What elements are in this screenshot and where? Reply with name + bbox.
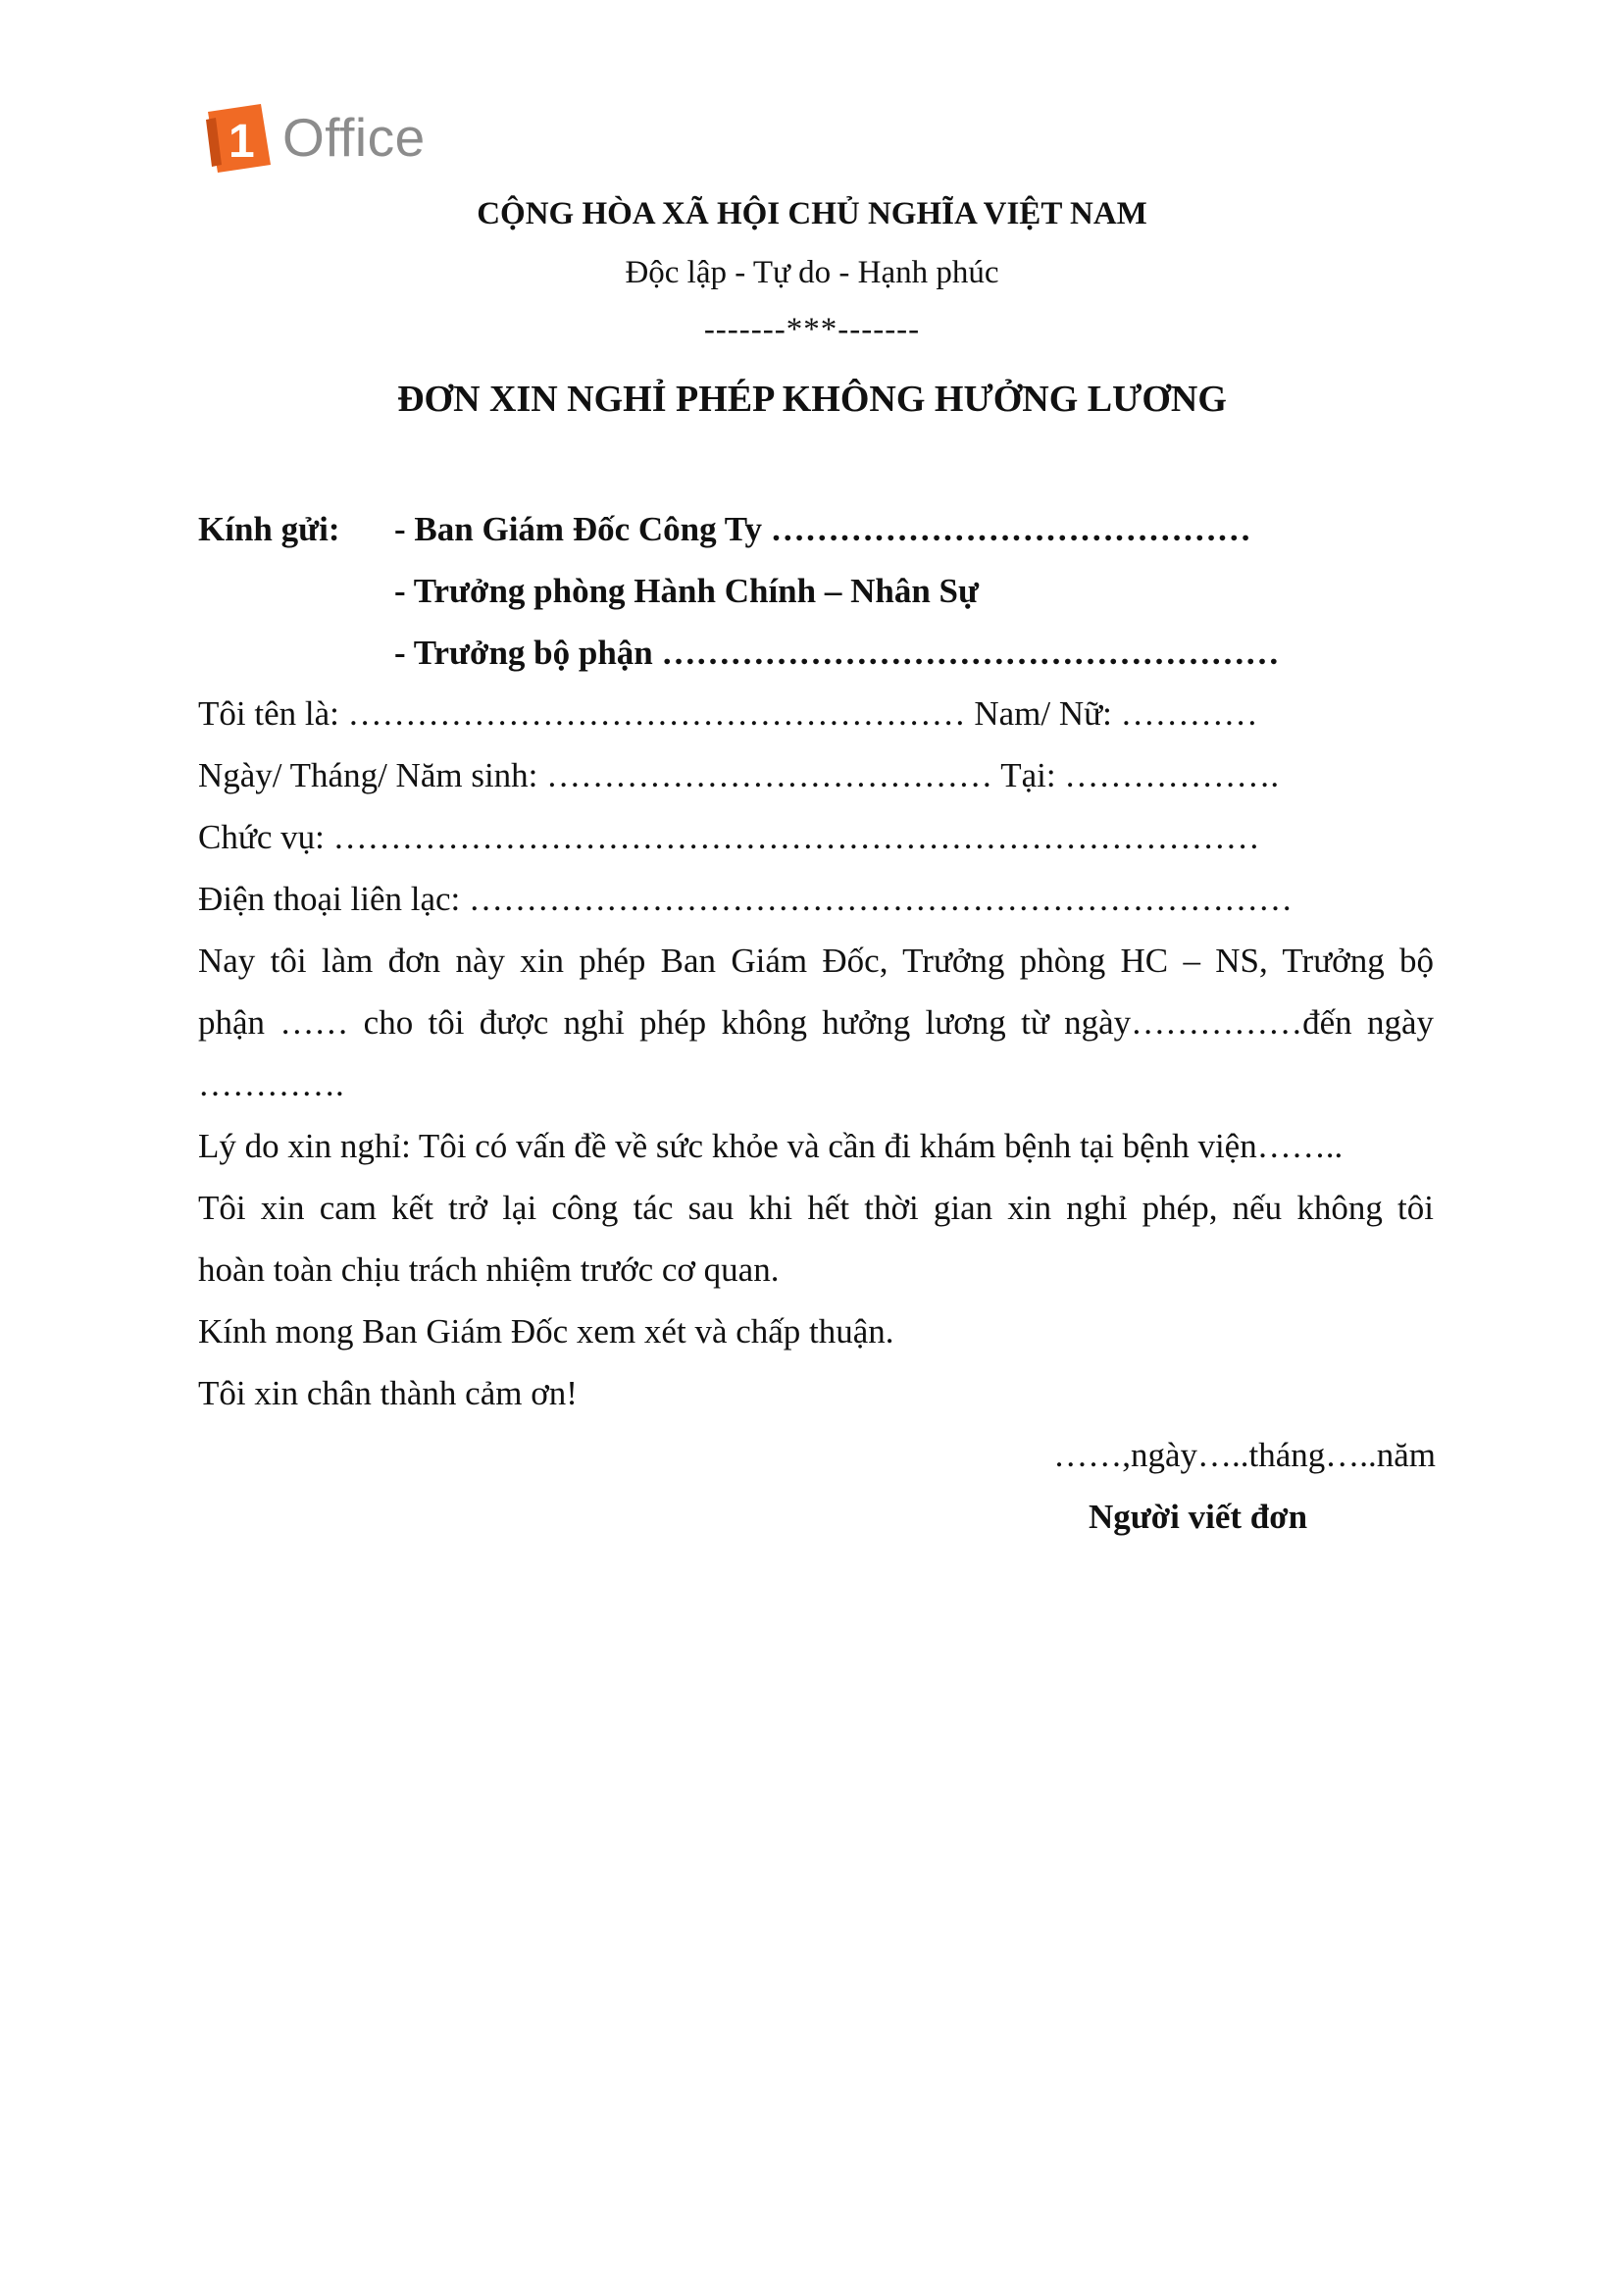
nation-heading: CỘNG HÒA XÃ HỘI CHỦ NGHĨA VIỆT NAM (477, 196, 1147, 231)
signer-label: Người viết đơn (1089, 1498, 1308, 1536)
field-phone: Điện thoại liên lạc: ……………………………………………………………… (198, 880, 1294, 918)
commitment-line-2: hoàn toàn chịu trách nhiệm trước cơ quan. (198, 1250, 780, 1289)
signature-date: ……,ngày…..tháng…..năm (1053, 1436, 1436, 1474)
logo-mark-text: 1 (228, 116, 255, 168)
recipient-board: - Ban Giám Đốc Công Ty …………………………………… (394, 510, 1251, 548)
recipient-department: - Trưởng bộ phận ……………………………………………… (394, 634, 1280, 672)
field-birth: Ngày/ Tháng/ Năm sinh: ………………………………… Tại: ………………. (198, 756, 1280, 794)
recipient-hr: - Trưởng phòng Hành Chính – Nhân Sự (394, 572, 980, 610)
request-paragraph-line-1: Nay tôi làm đơn này xin phép Ban Giám Đốc, Trưởng phòng HC – NS, Trưởng bộ (198, 942, 1434, 980)
recipient-label: Kính gửi: (198, 510, 340, 548)
field-position: Chức vụ: ……………………………………………………………………… (198, 818, 1260, 856)
document-title: ĐƠN XIN NGHỈ PHÉP KHÔNG HƯỞNG LƯƠNG (397, 379, 1227, 420)
request-approval: Kính mong Ban Giám Đốc xem xét và chấp thuận. (198, 1312, 894, 1351)
logo-mark-icon (198, 98, 277, 177)
company-logo (198, 98, 426, 177)
commitment-line-1: Tôi xin cam kết trở lại công tác sau khi hết thời gian xin nghỉ phép, nếu không tôi (198, 1189, 1434, 1227)
logo-text: Office (282, 106, 426, 168)
request-paragraph-line-2: phận …… cho tôi được nghỉ phép không hưởng lương từ ngày……………đến ngày (198, 1003, 1434, 1042)
motto: Độc lập - Tự do - Hạnh phúc (625, 255, 999, 290)
reason-text: Lý do xin nghỉ: Tôi có vấn đề về sức khỏe và cần đi khám bệnh tại bệnh viện…….. (198, 1127, 1344, 1165)
request-paragraph-line-3: …………. (198, 1065, 344, 1103)
separator: -------***------- (703, 312, 921, 347)
field-name-gender: Tôi tên là: ……………………………………………… Nam/ Nữ: ………… (198, 694, 1258, 733)
thanks-text: Tôi xin chân thành cảm ơn! (198, 1374, 578, 1412)
